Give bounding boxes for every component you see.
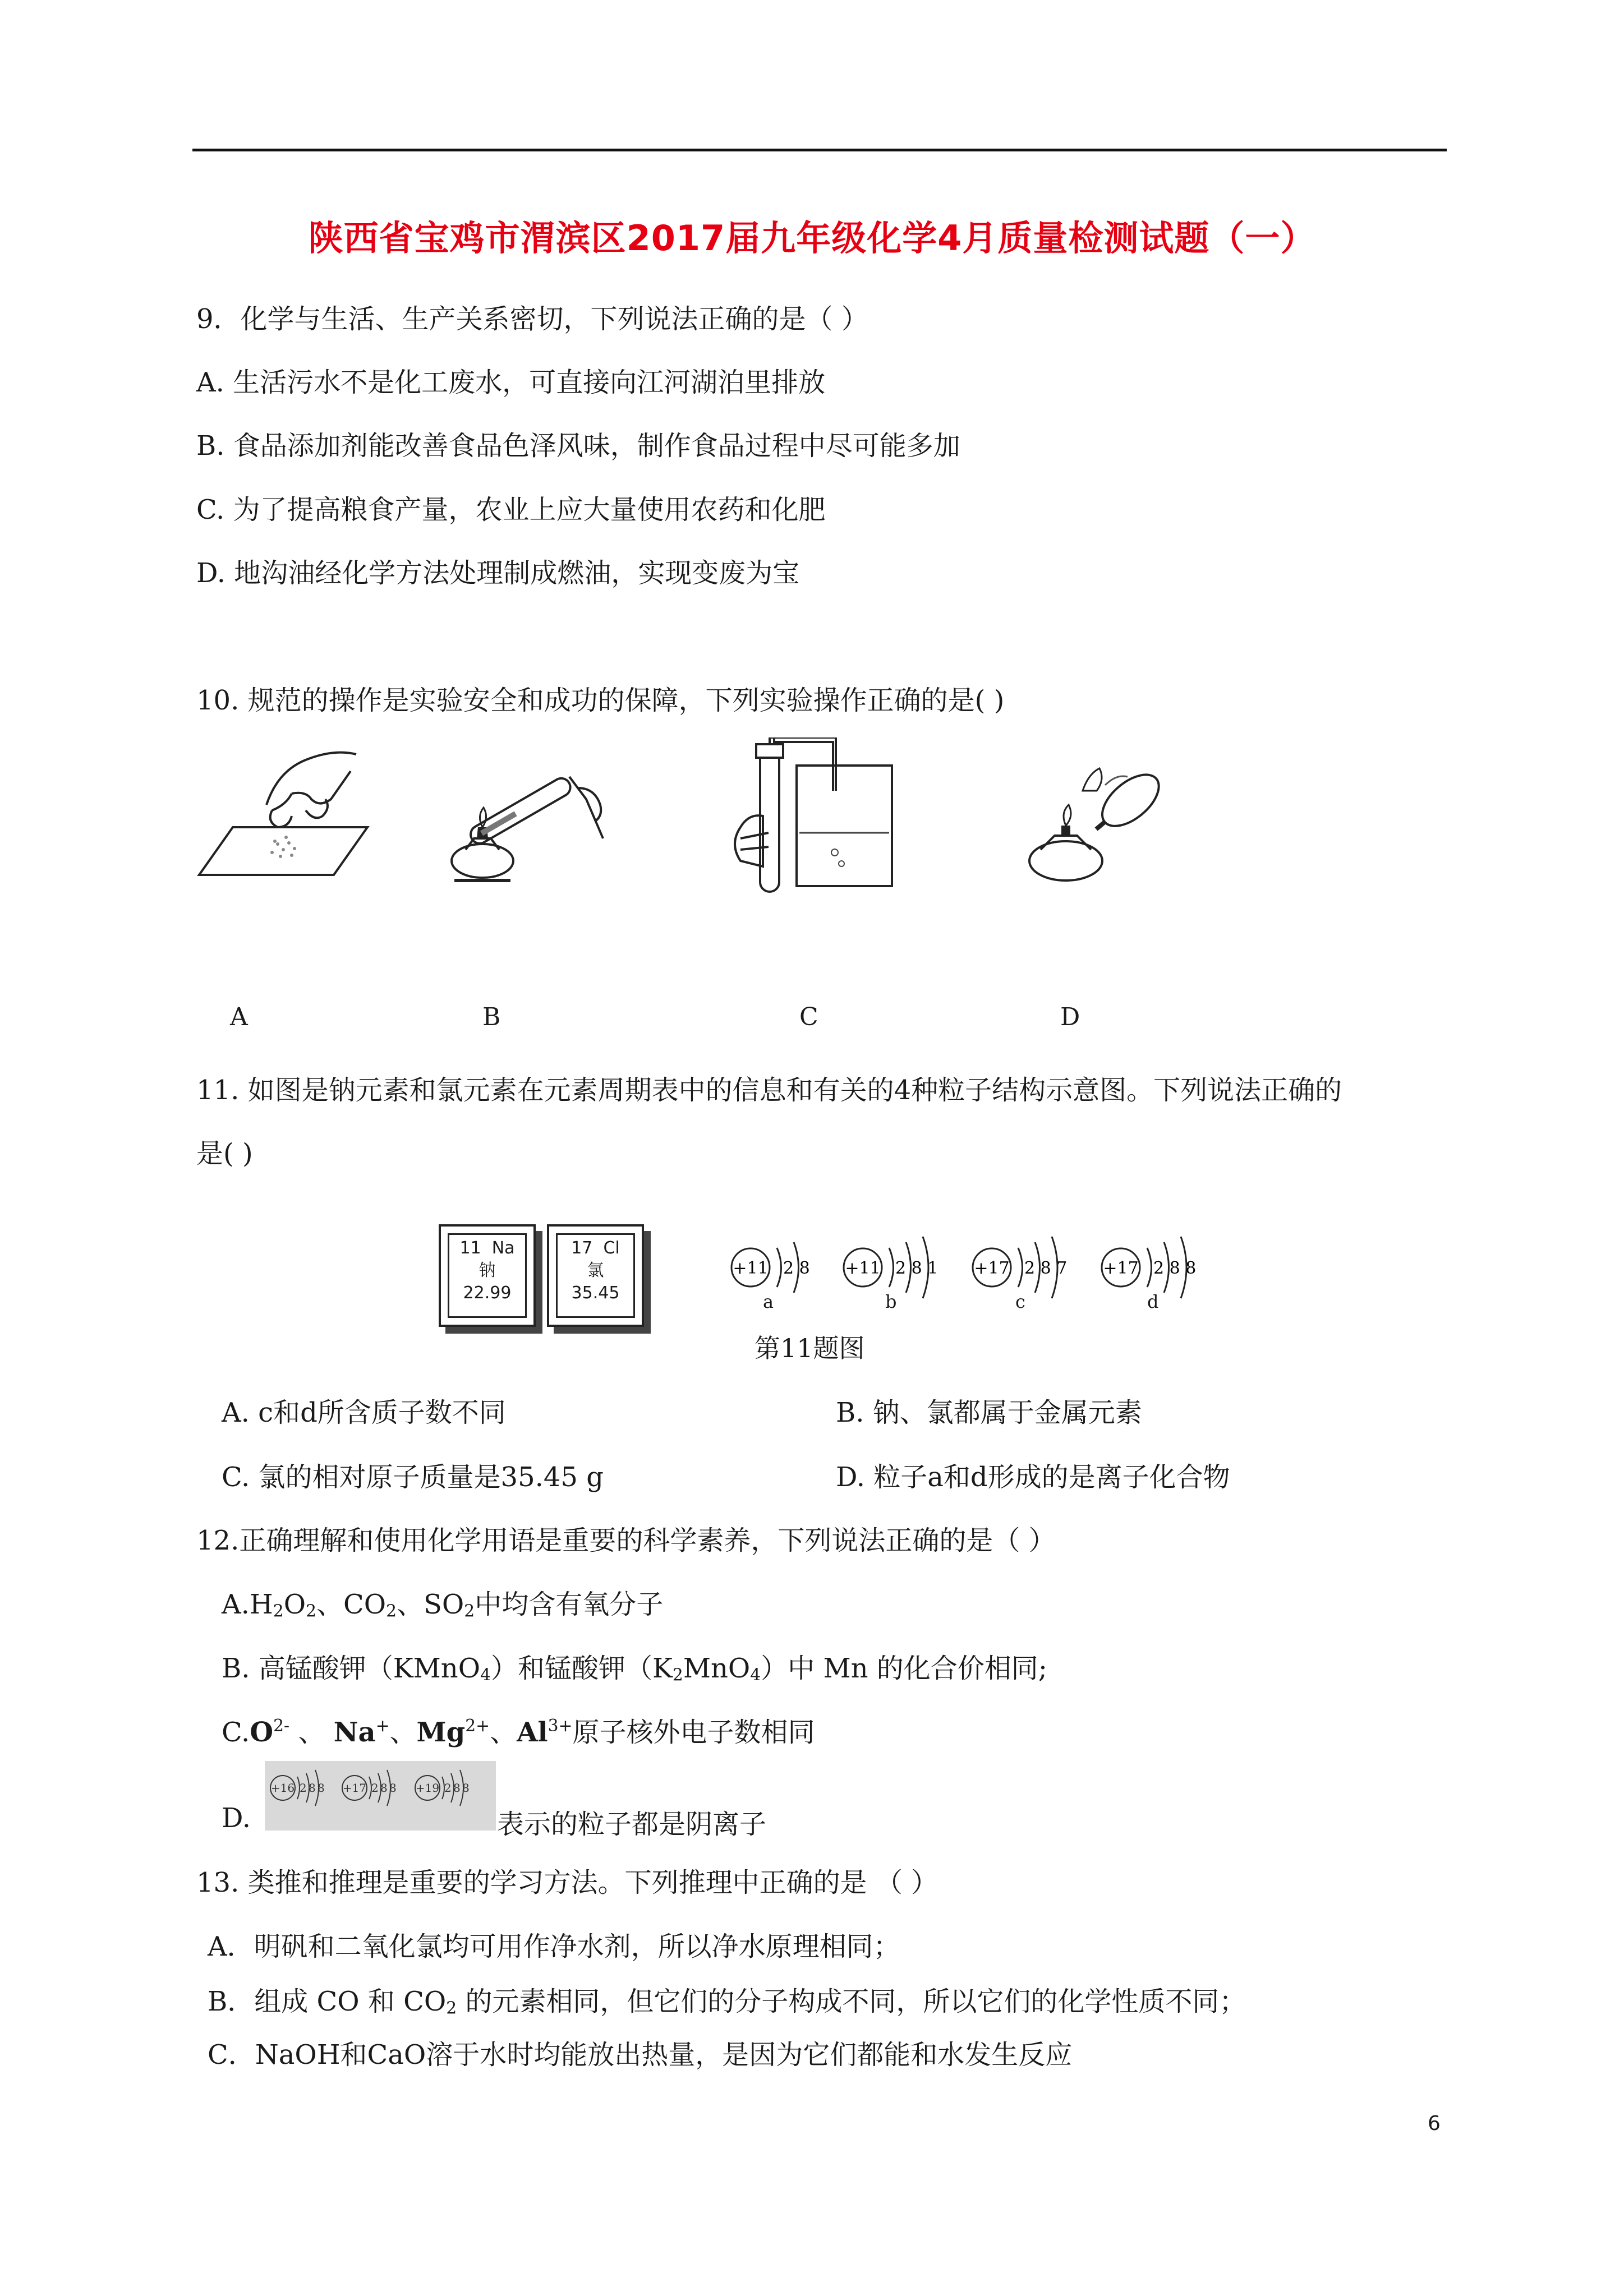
q12-option-a: $A.H_2O_2$、$CO_2$、$SO_2$中均含有氧分子	[222, 1589, 664, 1621]
cl-symbol: Cl	[603, 1238, 620, 1258]
q12-particles-diagram	[265, 1761, 496, 1831]
cl-name: 氯	[587, 1261, 604, 1280]
page-title: 陕西省宝鸡市渭滨区2017届九年级化学4月质量检测试题（一）	[308, 218, 1316, 259]
particle-c-diagram	[970, 1225, 1083, 1310]
na-symbol: Na	[491, 1238, 515, 1258]
q9-option-a: A. 生活污水不是化工废水，可直接向江河湖泊里排放	[196, 367, 826, 398]
particle-b-shells: 2 8 1	[895, 1258, 938, 1278]
q10-label-b: B	[482, 1003, 501, 1031]
q10-stem: 10. 规范的操作是实验安全和成功的保障，下列实验操作正确的是( )	[196, 685, 1005, 716]
q12-p3-s1: 2	[444, 1781, 452, 1795]
q10-figure-b	[443, 754, 611, 889]
q12-p1-s2: 8	[309, 1781, 316, 1795]
element-card-cl	[547, 1224, 644, 1327]
q11-stem-line1: 11. 如图是钠元素和氯元素在元素周期表中的信息和有关的4种粒子结构示意图。下列说法正确的	[196, 1075, 1342, 1106]
q10-figure-d	[1021, 757, 1178, 886]
q11-option-a: A. c和d所含质子数不同	[222, 1397, 506, 1428]
particle-b	[841, 1225, 954, 1312]
q12-p3-s2: 8	[453, 1781, 461, 1795]
q10-figure-a	[194, 737, 373, 878]
particle-d-nucleus: +17	[1103, 1258, 1139, 1278]
particle-b-label: b	[885, 1291, 897, 1312]
q12-p2-nucleus: +17	[342, 1781, 367, 1795]
q13-option-c: C．NaOH和CaO溶于水时均能放出热量，是因为它们都能和水发生反应	[208, 2039, 1073, 2071]
particle-c	[970, 1225, 1083, 1312]
particle-a	[729, 1225, 830, 1312]
particle-a-nucleus: +11	[733, 1258, 769, 1278]
header-rule	[192, 149, 1447, 151]
q10-figure-c	[724, 737, 909, 900]
q9-stem: 9．化学与生活、生产关系密切，下列说法正确的是（ ）	[196, 303, 868, 335]
q11-stem-line2: 是( )	[196, 1138, 253, 1169]
q11-option-b: B. 钠、氯都属于金属元素	[836, 1397, 1142, 1428]
cl-mass: 35.45	[571, 1283, 620, 1303]
particle-c-nucleus: +17	[974, 1258, 1010, 1278]
q12-p1-nucleus: +16	[270, 1781, 295, 1795]
particle-b-nucleus: +11	[845, 1258, 881, 1278]
q12-option-c: $C.O^{2-}$ 、 Na+、$Mg^{2+}$、$Al^{3+}$原子核外电子数相同	[222, 1716, 815, 1748]
particle-c-label: c	[1015, 1291, 1025, 1312]
q12-option-d-prefix: D.	[222, 1802, 251, 1834]
q12-p2-s1: 2	[371, 1781, 379, 1795]
particle-a-diagram	[729, 1225, 830, 1310]
q11-option-d: D. 粒子a和d形成的是离子化合物	[836, 1461, 1230, 1493]
na-name: 钠	[479, 1261, 496, 1280]
q12-p2-s3: 8	[389, 1781, 397, 1795]
na-mass: 22.99	[463, 1283, 512, 1303]
q12-stem: 12.正确理解和使用化学用语是重要的科学素养，下列说法正确的是（ ）	[196, 1525, 1056, 1556]
element-card-na	[439, 1224, 536, 1327]
particle-d-label: d	[1147, 1291, 1159, 1312]
particle-b-diagram	[841, 1225, 954, 1310]
q13-stem: 13. 类推和推理是重要的学习方法。下列推理中正确的是 （ ）	[196, 1867, 938, 1898]
particle-a-shells: 2 8	[783, 1258, 810, 1278]
q12-p1-s3: 8	[318, 1781, 325, 1795]
q10-label-a: A	[230, 1003, 248, 1031]
q12-p3-s3: 8	[462, 1781, 470, 1795]
q12-p3-nucleus: +19	[415, 1781, 440, 1795]
q10-label-d: D	[1060, 1003, 1080, 1031]
q12-p1-s1: 2	[300, 1781, 307, 1795]
q13-option-b: B．组成 CO 和 $CO_2$ 的元素相同，但它们的分子构成不同，所以它们的化学性质不同；	[208, 1986, 1246, 2018]
q12-option-b: B. 高锰酸钾（KMnO$_4$）和锰酸钾$(K_2MnO_4)$中 Mn 的化合价相同;	[222, 1653, 1047, 1685]
na-number: 11	[459, 1238, 481, 1258]
particle-d-shells: 2 8 8	[1153, 1258, 1197, 1278]
q12-option-d-text: 表示的粒子都是阴离子	[497, 1809, 767, 1840]
q10-label-c: C	[799, 1003, 818, 1031]
q9-option-c: C. 为了提高粮食产量，农业上应大量使用农药和化肥	[196, 494, 826, 525]
page-number: 6	[1428, 2112, 1441, 2135]
q12-p2-s2: 8	[380, 1781, 388, 1795]
cl-number: 17	[571, 1238, 593, 1258]
particle-a-label: a	[763, 1291, 774, 1312]
q12-option-d-image	[265, 1761, 496, 1831]
q11-figure-caption: 第11题图	[755, 1333, 865, 1363]
q9-option-d: D. 地沟油经化学方法处理制成燃油，实现变废为宝	[196, 557, 800, 589]
q11-option-c: C. 氯的相对原子质量是35.45 g	[222, 1461, 604, 1493]
q9-option-b: B. 食品添加剂能改善食品色泽风味，制作食品过程中尽可能多加	[196, 430, 960, 462]
particle-c-shells: 2 8 7	[1024, 1258, 1068, 1278]
q13-option-a: A．明矾和二氧化氯均可用作净水剂，所以净水原理相同；	[208, 1931, 900, 1962]
